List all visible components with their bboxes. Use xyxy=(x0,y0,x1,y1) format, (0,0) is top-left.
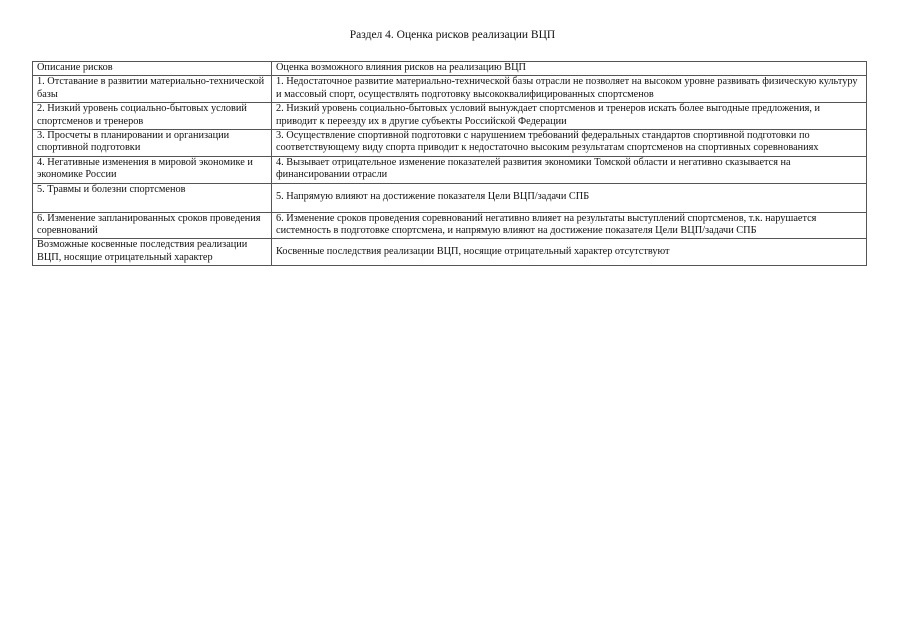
table-row xyxy=(33,212,867,239)
impact-cell: 1. Недостаточное развитие материально-технической базы отрасли не позволяет на высоком уровне развивать физическую культуру и массовый спорт, осуществлять подготовку высококвалифицированных спортсменов xyxy=(272,76,867,103)
risk-cell: 3. Просчеты в планировании и организации спортивной подготовки xyxy=(33,130,272,157)
impact-cell: 2. Низкий уровень социально-бытовых условий вынуждает спортсменов и тренеров искать более выгодные предложения, и приводит к переезду их в другие субъекты Российской Федерации xyxy=(272,103,867,130)
header-risk-impact: Оценка возможного влияния рисков на реализацию ВЦП xyxy=(272,62,867,76)
table-row xyxy=(33,183,867,212)
table-row xyxy=(33,76,867,103)
table-row xyxy=(33,156,867,183)
header-risk-description: Описание рисков xyxy=(33,62,272,76)
table-row xyxy=(33,239,867,266)
risk-cell: 4. Негативные изменения в мировой экономике и экономике России xyxy=(33,156,272,183)
risk-cell: 1. Отставание в развитии материально-технической базы xyxy=(33,76,272,103)
impact-cell: 3. Осуществление спортивной подготовки с нарушением требований федеральных стандартов спортивной подготовки по соответствующему виду спорта приводит к недостаточно высоким результатам спортсменов на спортивных соревнованиях xyxy=(272,130,867,157)
impact-cell: 4. Вызывает отрицательное изменение показателей развития экономики Томской области и негативно сказывается на финансировании отрасли xyxy=(272,156,867,183)
impact-cell: 6. Изменение сроков проведения соревнований негативно влияет на результаты выступлений спортсменов, т.к. нарушается системность в подготовке спортсмена, и напрямую влияют на достижение показателя Цели ВЦП/задачи СПБ xyxy=(272,212,867,239)
risk-cell: 5. Травмы и болезни спортсменов xyxy=(33,183,272,212)
risk-assessment-table xyxy=(32,61,867,266)
table-row xyxy=(33,103,867,130)
risk-cell: Возможные косвенные последствия реализации ВЦП, носящие отрицательный характер xyxy=(33,239,272,266)
impact-cell: 5. Напрямую влияют на достижение показателя Цели ВЦП/задачи СПБ xyxy=(272,183,867,212)
risk-cell: 2. Низкий уровень социально-бытовых условий спортсменов и тренеров xyxy=(33,103,272,130)
table-row xyxy=(33,130,867,157)
risk-cell: 6. Изменение запланированных сроков проведения соревнований xyxy=(33,212,272,239)
impact-cell: Косвенные последствия реализации ВЦП, носящие отрицательный характер отсутствуют xyxy=(272,239,867,266)
section-title: Раздел 4. Оценка рисков реализации ВЦП xyxy=(349,29,556,41)
table-header-row xyxy=(33,62,867,76)
